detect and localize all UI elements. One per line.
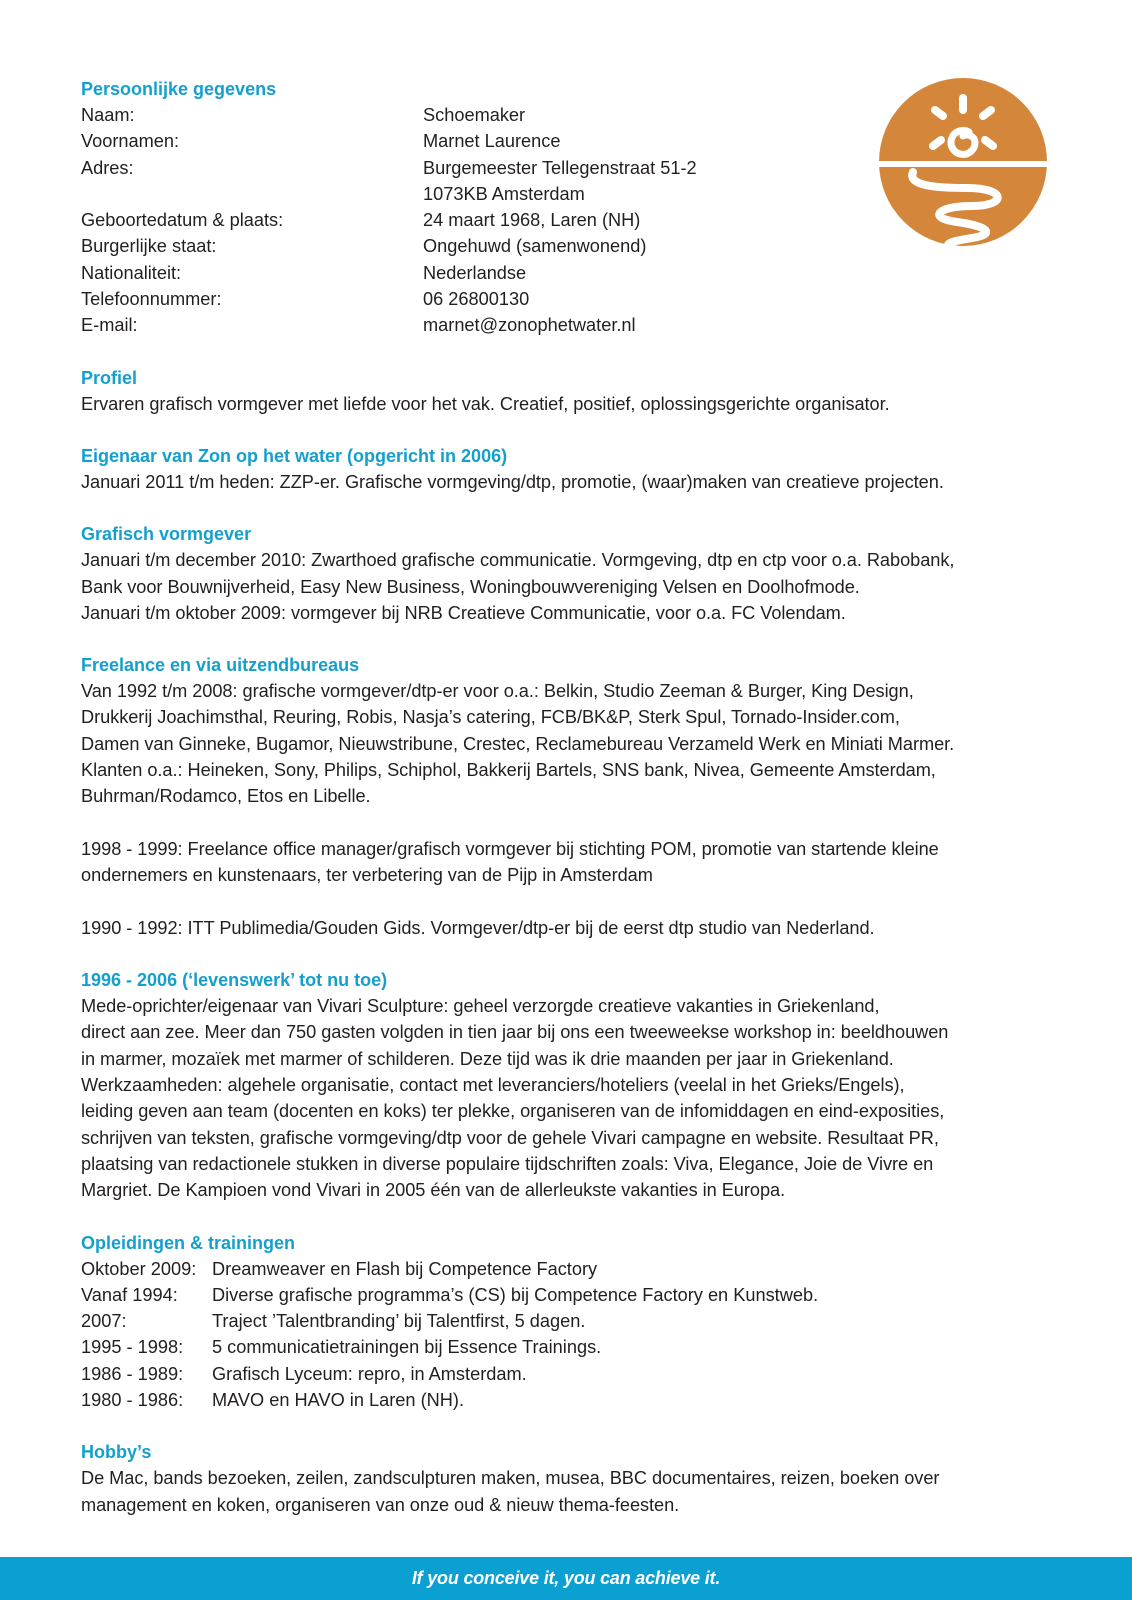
education-row xyxy=(81,1387,1041,1413)
section-heading: Freelance en via uitzendbureaus xyxy=(81,655,360,676)
text-line: Bank voor Bouwnijverheid, Easy New Business, Woningbouwvereniging Velsen en Doolhofmode. xyxy=(81,576,860,597)
education-date: Vanaf 1994: xyxy=(81,1284,178,1305)
section-opleidingen xyxy=(81,1230,1041,1414)
text-line: Januari 2011 t/m heden: ZZP-er. Grafische vormgeving/dtp, promotie, (waar)maken van creatieve projecten. xyxy=(81,471,944,492)
paragraph-gap xyxy=(81,810,1041,836)
text-line: Margriet. De Kampioen vond Vivari in 2005 één van de allerleukste vakanties in Europa. xyxy=(81,1180,786,1201)
education-text: Grafisch Lyceum: repro, in Amsterdam. xyxy=(212,1363,527,1384)
section-grafisch-vormgever xyxy=(81,521,1041,626)
kv-row-email xyxy=(81,312,1041,338)
section-personal xyxy=(81,76,1041,339)
kv-row-voornamen xyxy=(81,128,1041,154)
kv-row-adres-2 xyxy=(81,181,1041,207)
field-value: Burgemeester Tellegenstraat 51-2 xyxy=(423,157,697,178)
text-line: Van 1992 t/m 2008: grafische vormgever/dtp-er voor o.a.: Belkin, Studio Zeeman & Burger, King Design, xyxy=(81,681,914,702)
education-row xyxy=(81,1282,1041,1308)
footer-band xyxy=(0,1557,1132,1600)
text-line: Drukkerij Joachimsthal, Reuring, Robis, Nasja’s catering, FCB/BK&P, Sterk Spul, Tornado-Insider.com, xyxy=(81,707,900,728)
field-label: Nationaliteit: xyxy=(81,262,182,283)
field-label xyxy=(81,181,423,207)
section-heading: 1996 - 2006 (‘levenswerk’ tot nu toe) xyxy=(81,970,388,991)
field-value: 24 maart 1968, Laren (NH) xyxy=(423,210,641,231)
text-line: management en koken, organiseren van onze oud & nieuw thema-feesten. xyxy=(81,1494,680,1515)
education-date: 2007: xyxy=(81,1311,127,1332)
text-line: Januari t/m december 2010: Zwarthoed grafische communicatie. Vormgeving, dtp en ctp voor o.a. Rabobank, xyxy=(81,550,955,571)
text-line: Klanten o.a.: Heineken, Sony, Philips, Schiphol, Bakkerij Bartels, SNS bank, Nivea, Gemeente Amsterdam, xyxy=(81,760,936,781)
education-date: Oktober 2009: xyxy=(81,1258,197,1279)
education-text: 5 communicatietrainingen bij Essence Trainings. xyxy=(212,1337,602,1358)
education-text: Dreamweaver en Flash bij Competence Factory xyxy=(212,1258,598,1279)
text-line: leiding geven aan team (docenten en koks) ter plekke, organiseren van de infomiddagen en eind-exposities, xyxy=(81,1101,945,1122)
field-value: 06 26800130 xyxy=(423,289,530,310)
text-line: Werkzaamheden: algehele organisatie, contact met leveranciers/hoteliers (veelal in het Grieks/Engels), xyxy=(81,1075,905,1096)
section-heading: Profiel xyxy=(81,367,138,388)
text-line: direct aan zee. Meer dan 750 gasten volgden in tien jaar bij ons een tweeweekse workshop in: beeldhouwen xyxy=(81,1022,949,1043)
section-eigenaar xyxy=(81,443,1041,495)
field-label: Adres: xyxy=(81,157,134,178)
text-line: schrijven van teksten, grafische vormgeving/dtp voor de gehele Vivari campagne en website. Resultaat PR, xyxy=(81,1127,939,1148)
kv-row-naam xyxy=(81,102,1041,128)
education-text: MAVO en HAVO in Laren (NH). xyxy=(212,1389,465,1410)
education-row xyxy=(81,1256,1041,1282)
text-line: Januari t/m oktober 2009: vormgever bij NRB Creatieve Communicatie, voor o.a. FC Volendam. xyxy=(81,602,846,623)
section-profiel xyxy=(81,365,1041,417)
section-heading: Hobby’s xyxy=(81,1442,152,1463)
kv-row-geboortedatum xyxy=(81,207,1041,233)
education-date: 1995 - 1998: xyxy=(81,1337,184,1358)
text-line: Damen van Ginneke, Bugamor, Nieuwstribune, Crestec, Reclamebureau Verzameld Werk en Miniati Marmer. xyxy=(81,733,955,754)
field-value: Schoemaker xyxy=(423,105,526,125)
education-text: Traject ’Talentbranding’ bij Talentfirst, 5 dagen. xyxy=(212,1311,586,1332)
section-heading: Eigenaar van Zon op het water (opgericht in 2006) xyxy=(81,445,508,466)
education-row xyxy=(81,1334,1041,1360)
field-label: E-mail: xyxy=(81,315,138,336)
section-heading: Opleidingen & trainingen xyxy=(81,1232,296,1253)
section-heading: Grafisch vormgever xyxy=(81,524,252,545)
text-line: 1990 - 1992: ITT Publimedia/Gouden Gids. Vormgever/dtp-er bij de eerst dtp studio van Nederland. xyxy=(81,917,875,938)
text-line: plaatsing van redactionele stukken in diverse populaire tijdschriften zoals: Viva, Elegance, Joie de Vivre en xyxy=(81,1153,934,1174)
text-line: Buhrman/Rodamco, Etos en Libelle. xyxy=(81,786,371,807)
text-line: ondernemers en kunstenaars, ter verbetering van de Pijp in Amsterdam xyxy=(81,865,653,886)
section-hobbys xyxy=(81,1439,1041,1518)
field-label: Naam: xyxy=(81,105,135,125)
education-date: 1980 - 1986: xyxy=(81,1389,184,1410)
education-date: 1986 - 1989: xyxy=(81,1363,184,1384)
kv-row-telefoon xyxy=(81,286,1041,312)
text-line: 1998 - 1999: Freelance office manager/grafisch vormgever bij stichting POM, promotie van startende kleine xyxy=(81,838,939,859)
section-heading: Persoonlijke gegevens xyxy=(81,79,277,99)
text-line: Ervaren grafisch vormgever met liefde voor het vak. Creatief, positief, oplossingsgerichte organisator. xyxy=(81,393,890,414)
paragraph-gap xyxy=(81,889,1041,915)
kv-row-adres xyxy=(81,155,1041,181)
field-value: Marnet Laurence xyxy=(423,131,561,152)
text-line: De Mac, bands bezoeken, zeilen, zandsculpturen maken, musea, BBC documentaires, reizen, boeken over xyxy=(81,1468,940,1489)
field-value: Ongehuwd (samenwonend) xyxy=(423,236,647,257)
field-label: Burgerlijke staat: xyxy=(81,236,217,257)
text-line: in marmer, mozaïek met marmer of schilderen. Deze tijd was ik drie maanden per jaar in Griekenland. xyxy=(81,1048,894,1069)
education-text: Diverse grafische programma’s (CS) bij Competence Factory en Kunstweb. xyxy=(212,1284,819,1305)
text-line: Mede-oprichter/eigenaar van Vivari Sculpture: geheel verzorgde creatieve vakanties in Griekenland, xyxy=(81,996,880,1017)
cv-document xyxy=(81,76,1041,1518)
field-value: Nederlandse xyxy=(423,262,527,283)
field-label: Geboortedatum & plaats: xyxy=(81,210,284,231)
section-freelance xyxy=(81,652,1041,941)
education-row xyxy=(81,1308,1041,1334)
footer-motto: If you conceive it, you can achieve it. xyxy=(411,1568,721,1588)
education-row xyxy=(81,1361,1041,1387)
section-levenswerk xyxy=(81,967,1041,1203)
email-link[interactable]: marnet@zonophetwater.nl xyxy=(423,315,636,336)
kv-row-burgerlijke-staat xyxy=(81,233,1041,259)
field-label: Voornamen: xyxy=(81,131,180,152)
field-label: Telefoonnummer: xyxy=(81,289,222,310)
field-value: 1073KB Amsterdam xyxy=(423,183,585,204)
kv-row-nationaliteit xyxy=(81,260,1041,286)
